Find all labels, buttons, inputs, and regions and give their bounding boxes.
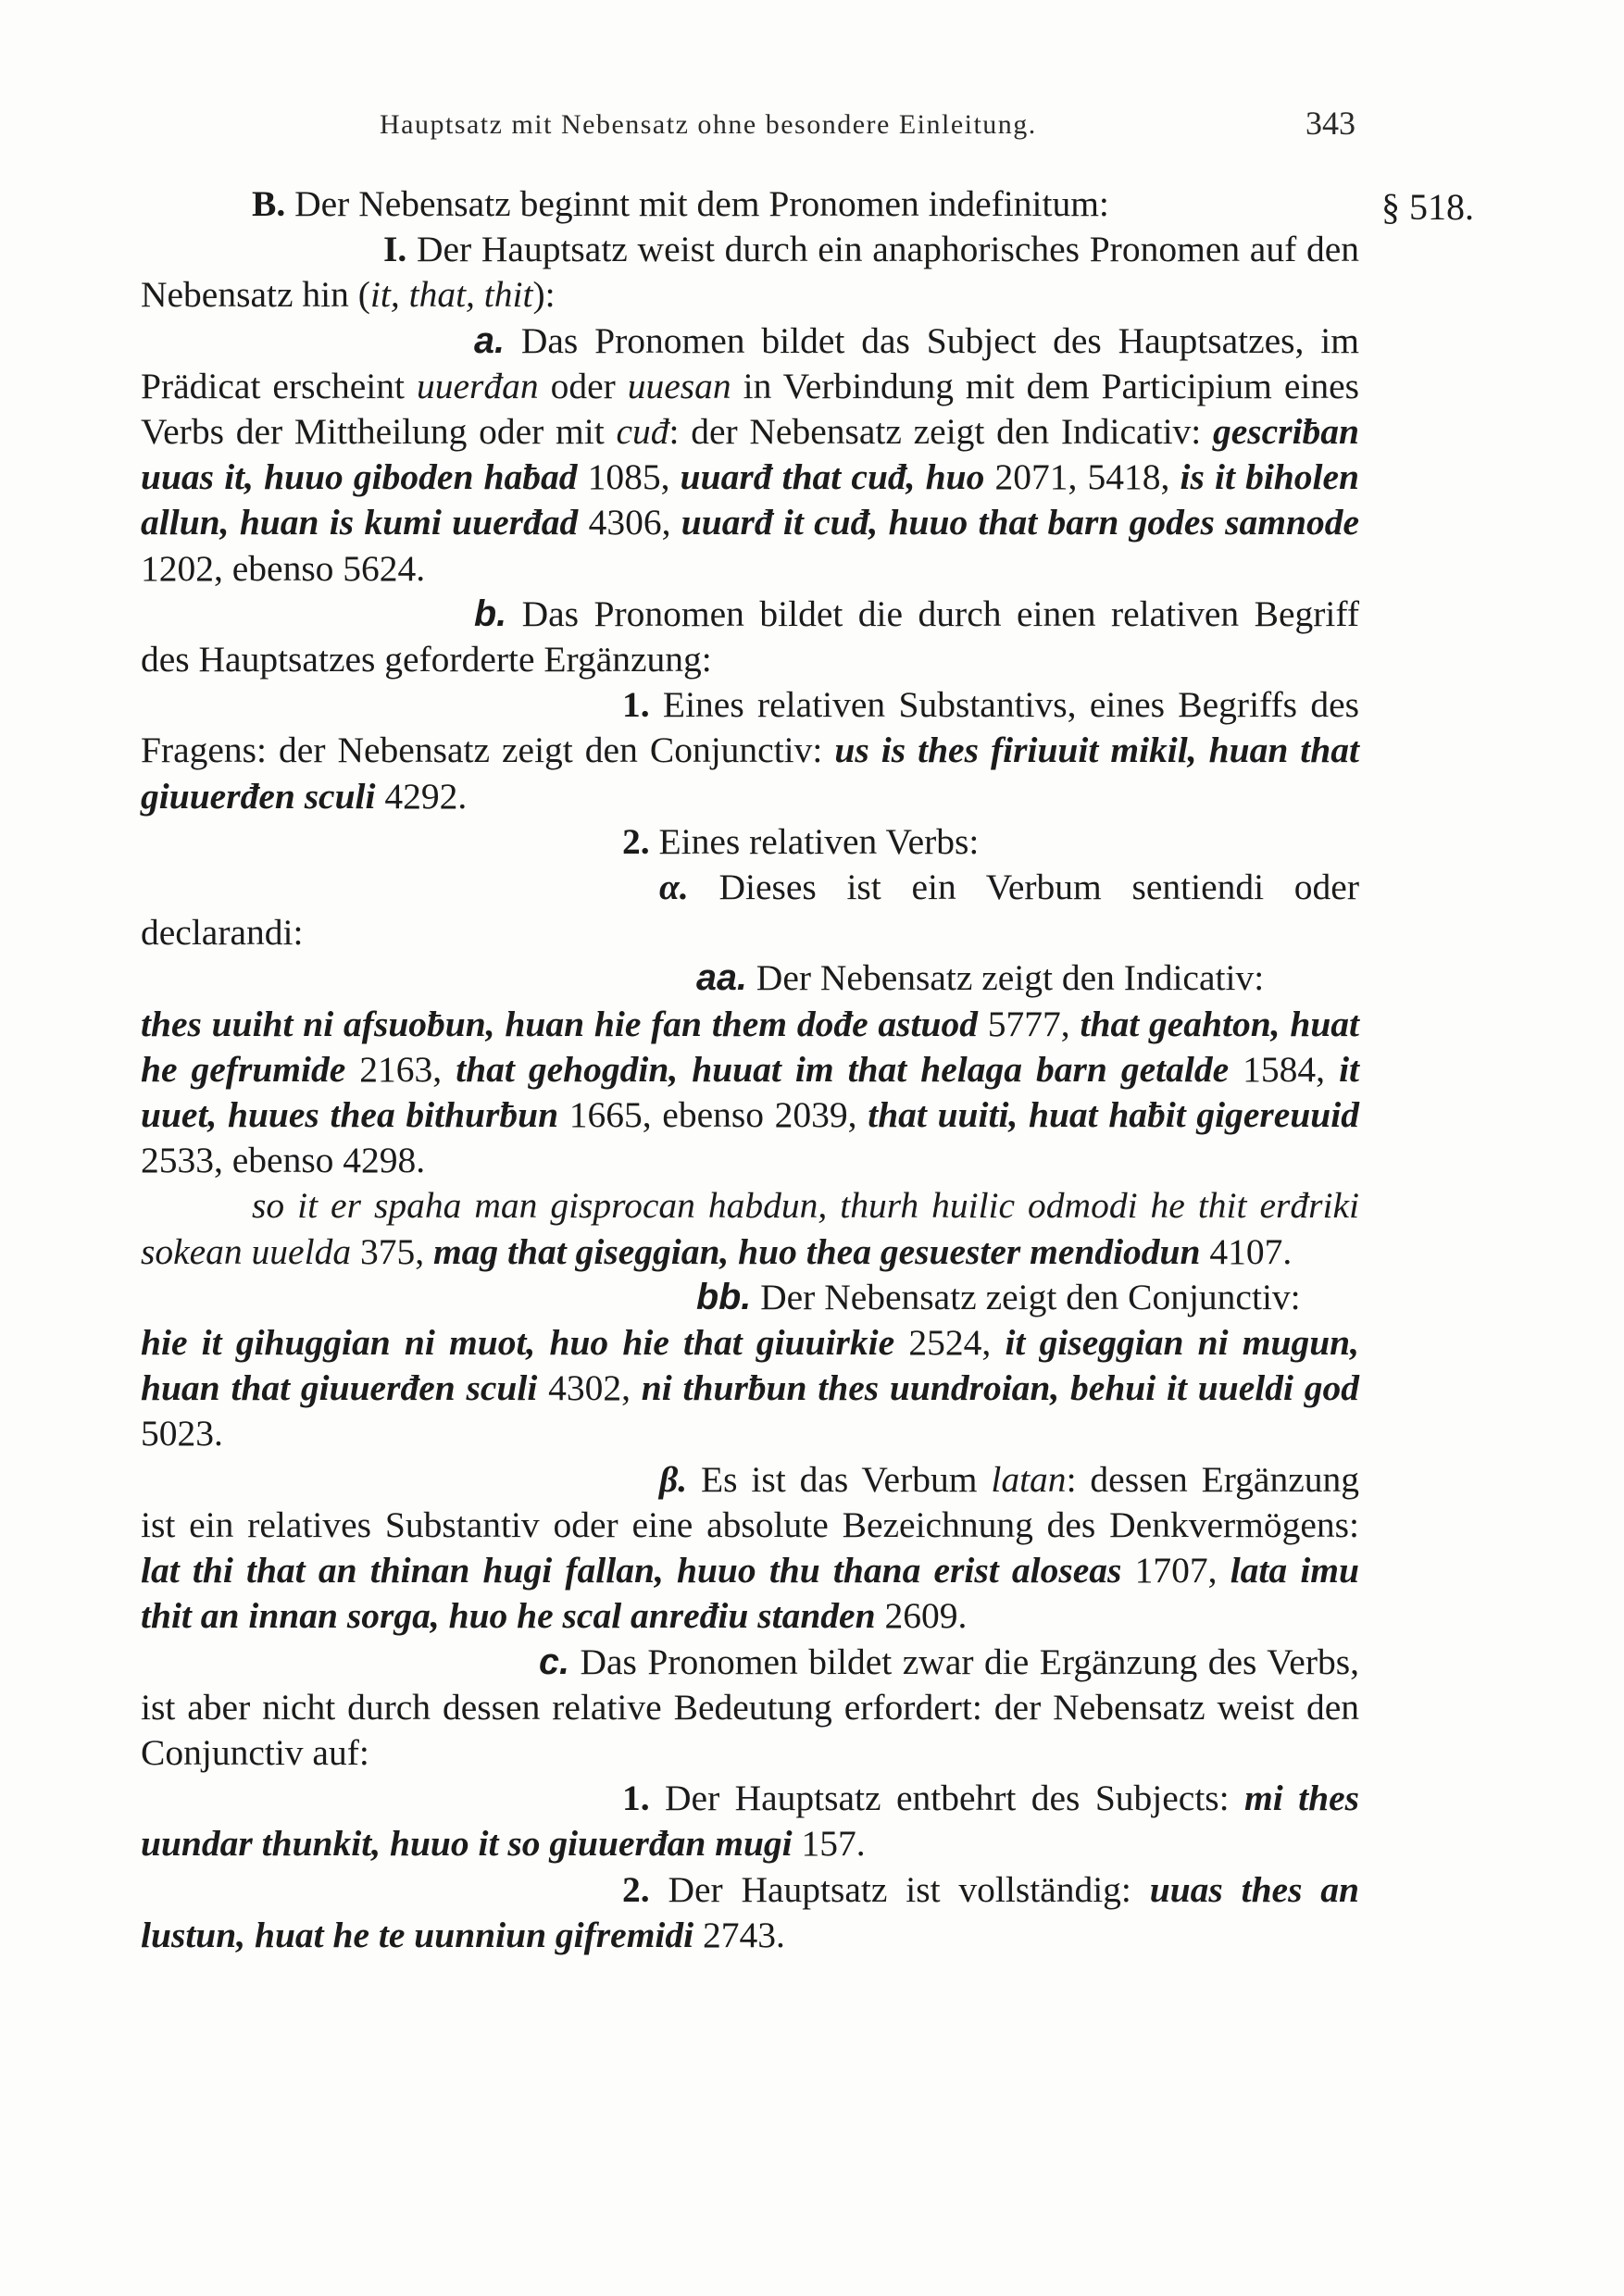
text-aa-ex-8: that uuiti, huat haƀit gigereuuid [868, 1094, 1359, 1136]
paragraph-b-lower [141, 592, 1359, 682]
paragraph-bb [141, 1275, 1359, 1320]
text-bb-ex-1: 2524, [894, 1322, 1006, 1364]
text-a-13: uuarđ it cuđ, huuo that barn godes samnode [681, 502, 1359, 543]
text-aa-ex-6: it uuet, huues thea bithurƀun [141, 1048, 1360, 1136]
text-b-lower: Das Pronomen bildet die durch einen relativen Begriff des Hauptsatzes geforderte Ergänzung: [141, 593, 1359, 680]
text-c-1-1: mi thes uundar thunkit, huuo it so giuuerđan mugi [141, 1778, 1359, 1865]
paragraph-aa-examples-2 [141, 1183, 1359, 1274]
paragraph-b [141, 181, 1359, 227]
running-title: Hauptsatz mit Nebensatz ohne besondere Einleitung. [380, 109, 1037, 140]
text-bb-ex-4: ni thurƀun thes uundroian, behui it uueldi god [641, 1367, 1359, 1409]
text-aa: Der Nebensatz zeigt den Indicativ: [746, 957, 1265, 999]
label-alpha: α. [659, 867, 689, 908]
text-c: Das Pronomen bildet zwar die Ergänzung des Verbs, ist aber nicht durch dessen relative Bedeutung erfordert: der Nebensatz weist den Conjunctiv auf: [141, 1641, 1359, 1773]
text-aa-ex2-3: 4107. [1200, 1230, 1293, 1272]
text-a-12: 4306, [578, 502, 681, 543]
label-b-2: 2. [622, 820, 650, 862]
text-a-3: uuesan [627, 365, 731, 406]
paragraph-c [141, 1640, 1359, 1777]
text-beta-1: latan [991, 1458, 1067, 1500]
text-b-2: Eines relativen Verbs: [649, 820, 980, 862]
paragraph-a [141, 318, 1359, 592]
text-aa-ex2-1: 375, [351, 1230, 433, 1272]
text-beta-6: 2609. [875, 1595, 968, 1637]
text-c-2-1: uuas thes an lustun, huat he te uunniun gifremidi [141, 1868, 1359, 1955]
text-aa-ex-9: 2533, ebenso 4298. [141, 1140, 426, 1181]
text-beta-3: lat thi that an thinan hugi fallan, huuo thu thana erist aloseas [141, 1550, 1122, 1591]
text-aa-ex-2: that geahton, huat he gefrumide [141, 1003, 1360, 1090]
paragraph-c-2 [141, 1867, 1359, 1958]
paragraph-i [141, 227, 1359, 318]
paragraph-alpha [141, 865, 1359, 955]
text-a-9: uuarđ that cuđ, huo [680, 456, 985, 498]
text-aa-ex-3: 2163, [345, 1048, 456, 1090]
text-a-5: cuđ [616, 411, 669, 453]
text-aa-ex-1: 5777, [978, 1003, 1081, 1044]
paragraph-c-1 [141, 1776, 1359, 1866]
label-i: I. [383, 229, 407, 270]
text-bb-ex-5: 5023. [141, 1413, 223, 1454]
text-i: Der Hauptsatz weist durch ein anaphorisches Pronomen auf den Nebensatz hin ( [141, 229, 1359, 316]
label-b-1: 1. [622, 684, 650, 726]
text-a-2: oder [538, 365, 628, 406]
paragraph-aa-examples [141, 1002, 1359, 1184]
text-c-1-0: Der Hauptsatz entbehrt des Subjects: [649, 1778, 1245, 1819]
text-b-1-2: 4292. [375, 775, 468, 817]
paragraph-b-2 [141, 819, 1359, 865]
text-c-2-2: 2743. [693, 1914, 785, 1955]
text-a-1: uuerđan [416, 365, 539, 406]
text-beta-2: : dessen Ergänzung ist ein relatives Substantiv oder eine absolute Bezeichnung des Denkvermögens: [141, 1458, 1359, 1545]
text-aa-ex-7: 1665, ebenso 2039, [558, 1094, 868, 1136]
text-aa-ex-5: 1584, [1229, 1048, 1340, 1090]
text-a-6: : der Nebensatz zeigt den Indicativ: [668, 411, 1214, 453]
text-bb-ex-2: it giseggian ni mugun, huan that giuuerđen sculi [141, 1322, 1360, 1409]
text-a-0: Das Pronomen bildet das Subject des Hauptsatzes, im Prädicat erscheint [141, 319, 1359, 406]
body-text [141, 181, 1359, 1958]
text-a-4: in Verbindung mit dem Participium eines Verbs der Mittheilung oder mit [141, 365, 1360, 453]
text-a-7: gescriƀan uuas it, huuo giboden haƀad [141, 411, 1360, 498]
label-a: a. [474, 319, 505, 361]
text-alpha: Dieses ist ein Verbum sentiendi oder declarandi: [141, 867, 1359, 954]
label-bb: bb. [696, 1276, 752, 1317]
text-a-10: 2071, 5418, [984, 456, 1181, 498]
text-bb-ex-0: hie it gihuggian ni muot, huo hie that giuuirkie [141, 1322, 895, 1364]
label-c-1: 1. [622, 1778, 650, 1819]
text-a-11: is it biholen allun, huan is kumi uuerđad [141, 456, 1359, 543]
label-aa: aa. [696, 957, 747, 999]
label-b-lower: b. [474, 593, 507, 634]
page-number: 343 [1305, 105, 1355, 142]
text-i-tail: ): [532, 274, 556, 316]
text-b-1-1: us is thes firiuuit mikil, huan that giuuerđen sculi [141, 730, 1359, 817]
label-b: B. [252, 183, 286, 224]
section-number: § 518. [1381, 186, 1474, 228]
paragraph-b-1 [141, 682, 1359, 819]
label-c-2: 2. [622, 1868, 650, 1910]
text-aa-ex-0: thes uuiht ni afsuoƀun, huan hie fan them dođe astuod [141, 1003, 978, 1044]
label-c: c. [539, 1641, 569, 1682]
text-bb-ex-3: 4302, [537, 1367, 642, 1409]
text-c-1-2: 157. [792, 1823, 866, 1865]
text-c-2-0: Der Hauptsatz ist vollständig: [649, 1868, 1150, 1910]
text-beta-0: Es ist das Verbum [687, 1458, 992, 1500]
text-a-8: 1085, [577, 456, 681, 498]
text-aa-ex2-2: mag that giseggian, huo thea gesuester mendiodun [432, 1230, 1201, 1272]
text-aa-ex2-0: so it er spaha man gisprocan habdun, thurh huilic odmodi he thit erđriki sokean uuelda [141, 1185, 1359, 1272]
text-b-1-0: Eines relativen Substantivs, eines Begriffs des Fragens: der Nebensatz zeigt den Conjunctiv: [141, 684, 1359, 771]
paragraph-bb-examples [141, 1320, 1359, 1457]
text-aa-ex-4: that gehogdin, huuat im that helaga barn getalde [456, 1048, 1230, 1090]
label-beta: β. [659, 1458, 688, 1500]
text-a-14: 1202, ebenso 5624. [141, 547, 426, 589]
text-bb: Der Nebensatz zeigt den Conjunctiv: [751, 1276, 1301, 1317]
paragraph-beta [141, 1457, 1359, 1640]
text-beta-4: 1707, [1121, 1550, 1230, 1591]
text-b: Der Nebensatz beginnt mit dem Pronomen indefinitum: [285, 183, 1109, 224]
text-beta-5: lata imu thit an innan sorga, huo he scal anređiu standen [141, 1550, 1359, 1637]
text-i-italic: it, that, thit [369, 274, 533, 316]
paragraph-aa [141, 955, 1359, 1001]
